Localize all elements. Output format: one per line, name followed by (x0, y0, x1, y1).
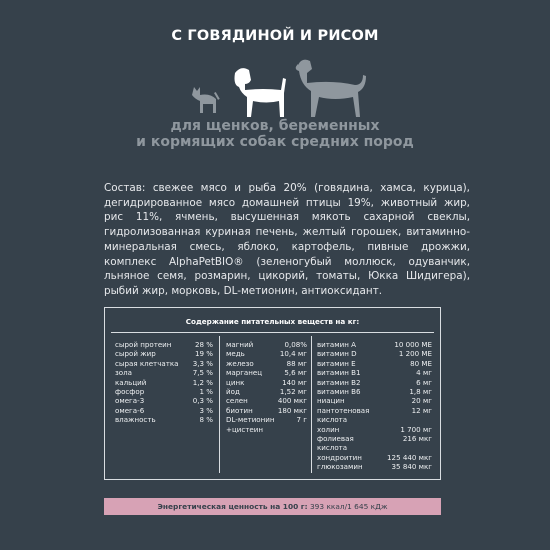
nutrient-value: 0,3 % (192, 396, 213, 406)
nutrient-row (226, 340, 307, 349)
nutrient-name: магний (226, 340, 254, 349)
nutrient-value: 3,3 % (192, 358, 213, 368)
nutrient-row (317, 368, 432, 377)
nutrient-row (226, 425, 307, 434)
divider (111, 332, 434, 333)
target-audience (0, 118, 550, 150)
nutrient-value: 1,2 % (192, 377, 213, 387)
nutrient-name: фолиевая кислота (317, 434, 354, 453)
nutrient-row (115, 359, 213, 368)
nutrient-value: 80 МЕ (410, 358, 432, 368)
nutrient-row (317, 378, 432, 387)
nutrient-name: омега-6 (115, 405, 145, 415)
nutrient-row (115, 368, 213, 377)
nutrient-value: 125 440 мкг (387, 452, 432, 462)
nutrient-value: 180 мкг (277, 405, 307, 415)
nutrient-name: витамин В2 (317, 377, 361, 387)
nutrient-row (317, 453, 432, 462)
nutrient-name: витамин Е (317, 358, 356, 368)
nutrient-name: селен (226, 396, 248, 406)
nutrient-row (226, 387, 307, 396)
nutrient-name: сырой протеин (115, 340, 172, 349)
nutrient-row (317, 406, 432, 425)
nutrient-value: 400 мкг (277, 396, 307, 406)
nutrient-value: 35 840 мкг (391, 462, 432, 472)
nutrient-row (115, 415, 213, 424)
nutrient-value: 7 г (296, 415, 307, 425)
nutrient-value: 1 % (199, 387, 213, 397)
nutrient-name: железо (226, 358, 254, 368)
nutrition-title: Содержание питательных веществ на кг: (185, 317, 360, 326)
nutrient-name: +цистеин (226, 424, 264, 434)
nutrient-value: 8 % (199, 415, 213, 425)
dog-size-illustration (180, 55, 380, 117)
energy-value-bar (104, 498, 441, 515)
nutrient-value: 10 000 МЕ (394, 340, 432, 349)
nutrient-value: 1,8 мг (409, 387, 432, 397)
nutrient-value: 10,4 мг (279, 349, 307, 359)
medium-dog-icon (235, 68, 287, 117)
nutrient-name: DL-метионин (226, 415, 275, 425)
nutrient-value: 1,52 мг (279, 387, 307, 397)
nutrient-name: фосфор (115, 387, 145, 397)
nutrient-name: марганец (226, 368, 263, 378)
nutrient-value: 1 700 мг (400, 424, 432, 434)
nutrient-name: сырая клетчатка (115, 358, 179, 368)
nutrient-row (226, 378, 307, 387)
nutrient-name: цинк (226, 377, 245, 387)
nutrient-value: 3 % (199, 405, 213, 415)
nutrient-name: омега-3 (115, 396, 145, 406)
nutrient-name: хондроитин (317, 452, 362, 462)
nutrient-row (317, 396, 432, 405)
nutrient-name: пантотеновая кислота (317, 405, 370, 425)
composition-text: Состав: свежее мясо и рыба 20% (говядина, хамса, курица), дегидрированное мясо домашней птицы 19%, животный жир, рис 11%, ячмень, высушенная мякоть сахарной свеклы, гидролизованная куриная печень, желтый горошек, витаминно-минеральная смесь, яблоко, картофель, пивные дрожжи, комплекс AlphaPetBIO® (зеленогубый моллюск, одуванчик, льняное семя, розмарин, цикорий, томаты, Юкка Шидигера), рыбий жир, морковь, DL-метионин, антиоксидант. (104, 182, 470, 297)
nutrient-value: 20 мг (411, 396, 432, 406)
nutrient-value: 88 мг (286, 358, 307, 368)
nutrient-name: витамин D (317, 349, 357, 359)
nutrient-row (115, 396, 213, 405)
nutrient-row (226, 406, 307, 415)
nutrient-row (115, 340, 213, 349)
nutrient-name: витамин А (317, 340, 356, 349)
nutrient-value: 28 % (194, 340, 213, 349)
nutrition-column-vitamins (317, 340, 432, 472)
nutrient-name: кальций (115, 377, 147, 387)
nutrient-value: 5,6 мг (284, 368, 307, 378)
nutrient-name: йод (226, 387, 240, 397)
divider (219, 336, 220, 473)
nutrient-value: 19 % (194, 349, 213, 359)
nutrition-column-minerals (226, 340, 307, 434)
energy-value: 393 ккал/1 645 кДж (309, 502, 388, 511)
large-dog-icon (296, 60, 366, 117)
nutrient-value: 6 мг (416, 377, 432, 387)
nutrient-row (317, 340, 432, 349)
small-dog-icon (192, 87, 220, 113)
nutrient-name: зола (115, 368, 132, 378)
nutrient-name: витамин В1 (317, 368, 361, 378)
nutrient-row (317, 349, 432, 358)
nutrient-value: 1 200 МЕ (398, 349, 432, 359)
nutrient-value: 12 мг (411, 405, 432, 415)
nutrient-name: витамин В6 (317, 387, 361, 397)
nutrient-row (115, 387, 213, 396)
nutrient-row (317, 387, 432, 396)
audience-line-2: и кормящих собак средних пород (136, 134, 414, 150)
nutrient-name: биотин (226, 405, 253, 415)
nutrition-table (104, 307, 441, 480)
nutrient-row (317, 462, 432, 471)
divider (311, 336, 312, 473)
nutrient-row (115, 406, 213, 415)
nutrient-value: 140 мг (282, 377, 307, 387)
nutrition-column-macros (115, 340, 213, 425)
nutrient-value: 7,5 % (192, 368, 213, 378)
nutrient-name: медь (226, 349, 245, 359)
nutrient-row (115, 378, 213, 387)
nutrient-row (226, 415, 307, 424)
nutrient-value: 4 мг (416, 368, 432, 378)
nutrient-value: 216 мкг (402, 434, 432, 444)
nutrient-row (226, 359, 307, 368)
energy-label: Энергетическая ценность на 100 г: (157, 502, 308, 511)
nutrient-row (317, 425, 432, 434)
audience-line-1: для щенков, беременных (170, 118, 380, 134)
nutrient-name: ниацин (317, 396, 345, 406)
product-title: С ГОВЯДИНОЙ И РИСОМ (171, 28, 379, 44)
nutrient-name: влажность (115, 415, 156, 425)
nutrient-name: глюкозамин (317, 462, 363, 472)
nutrient-row (226, 396, 307, 405)
nutrient-row (317, 434, 432, 453)
nutrient-row (115, 349, 213, 358)
nutrient-name: холин (317, 424, 340, 434)
nutrient-value: 0,08% (284, 340, 307, 349)
nutrient-row (317, 359, 432, 368)
nutrient-row (226, 368, 307, 377)
nutrient-row (226, 349, 307, 358)
nutrient-name: сырой жир (115, 349, 156, 359)
